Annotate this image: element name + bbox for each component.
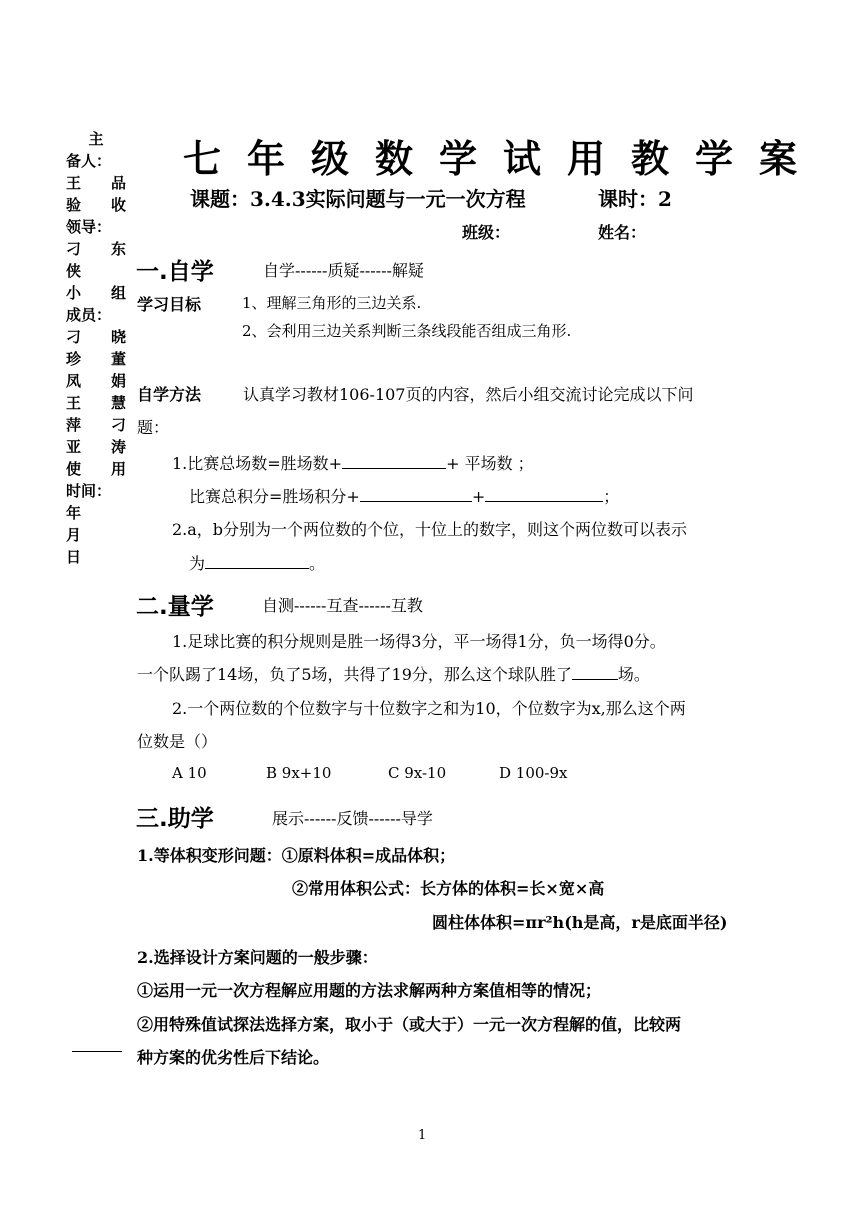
sidebar-char: 晓 bbox=[110, 328, 126, 346]
sidebar-line bbox=[66, 392, 126, 414]
sidebar-char: 月 bbox=[66, 526, 82, 544]
sidebar-divider bbox=[72, 1051, 122, 1052]
section3-subtitle: 展示------反馈------导学 bbox=[272, 809, 433, 828]
question-2-cont bbox=[189, 551, 325, 574]
sidebar-char: 主 bbox=[88, 130, 104, 148]
sidebar-char: 慧 bbox=[110, 394, 126, 412]
s2q1-prefix: 一个队踢了14场，负了5场，共得了19分，那么这个球队胜了 bbox=[137, 665, 572, 684]
name-field-label: 姓名： bbox=[598, 223, 647, 242]
s3-point-1: 1.等体积变形问题：①原料体积=成品体积； bbox=[137, 846, 456, 865]
section1-heading: 一.自学 bbox=[136, 259, 214, 285]
page-title: 七年级数学试用教学案 bbox=[183, 136, 824, 181]
method-text: 认真学习教材106-107页的内容，然后小组交流讨论完成以下问 bbox=[243, 385, 694, 404]
s3-point-5: ①运用一元一次方程解应用题的方法求解两种方案值相等的情况； bbox=[137, 981, 602, 1000]
sidebar-line bbox=[66, 458, 126, 480]
q2-prefix: 为 bbox=[189, 554, 206, 573]
sidebar-char: 小 bbox=[66, 284, 82, 302]
sidebar-line bbox=[66, 480, 126, 502]
sidebar-line bbox=[66, 370, 126, 392]
sidebar-char: 刁 bbox=[110, 416, 126, 434]
sidebar-line bbox=[66, 326, 126, 348]
sidebar-char: 东 bbox=[110, 240, 126, 258]
sidebar-char: 董 bbox=[110, 350, 126, 368]
sidebar-line bbox=[66, 502, 126, 524]
goal-2: 2、会利用三边关系判断三条线段能否组成三角形. bbox=[242, 322, 572, 340]
q2-suffix: 。 bbox=[309, 554, 326, 573]
q1b-plus: + bbox=[471, 487, 486, 506]
section3-heading: 三.助学 bbox=[136, 806, 214, 832]
q1b-blank-1[interactable] bbox=[360, 485, 472, 502]
sidebar-char: 王 bbox=[66, 174, 82, 192]
method-text-cont: 题： bbox=[137, 418, 170, 437]
q1b-prefix: 比赛总积分=胜场积分+ bbox=[189, 487, 360, 506]
sidebar-char: 备人： bbox=[66, 152, 112, 170]
sidebar-char: 王 bbox=[66, 394, 82, 412]
choice-c[interactable]: C 9x-10 bbox=[388, 764, 447, 782]
sidebar-line bbox=[66, 172, 126, 194]
class-field-label: 班级： bbox=[462, 223, 511, 242]
s3-point-6: ②用特殊值试探法选择方案，取小于（或大于）一元一次方程解的值，比较两 bbox=[137, 1015, 682, 1034]
s2-question-2-cont: 位数是（） bbox=[137, 732, 218, 751]
sidebar-char: 时间： bbox=[66, 482, 112, 500]
q1a-suffix: + 平场数 ； bbox=[446, 454, 534, 473]
s2-question-1: 1.足球比赛的积分规则是胜一场得3分，平一场得1分，负一场得0分。 bbox=[172, 632, 666, 651]
sidebar-line bbox=[66, 194, 126, 216]
sidebar-char: 萍 bbox=[66, 416, 82, 434]
sidebar-char: 收 bbox=[110, 196, 126, 214]
sidebar-line bbox=[66, 216, 126, 238]
sidebar-line bbox=[66, 414, 126, 436]
sidebar-char: 亚 bbox=[66, 438, 82, 456]
section1-subtitle: 自学------质疑------解疑 bbox=[263, 261, 424, 280]
sidebar-char: 年 bbox=[66, 504, 82, 522]
sidebar-char: 刁 bbox=[66, 328, 82, 346]
page-number: 1 bbox=[418, 1128, 427, 1143]
section2-subtitle: 自测------互查------互教 bbox=[262, 596, 423, 615]
sidebar-line bbox=[66, 546, 126, 568]
sidebar-char: 品 bbox=[110, 174, 126, 192]
sidebar-line bbox=[66, 238, 126, 260]
section2-heading: 二.量学 bbox=[136, 594, 214, 620]
s3-point-4: 2.选择设计方案问题的一般步骤： bbox=[137, 948, 378, 967]
sidebar-char: 成员： bbox=[66, 306, 112, 324]
q2-blank[interactable] bbox=[205, 552, 309, 569]
sidebar-line bbox=[66, 260, 126, 282]
sidebar-line bbox=[66, 304, 126, 326]
lesson-topic: 课题：3.4.3实际问题与一元一次方程 bbox=[190, 187, 526, 211]
sidebar-char: 刁 bbox=[66, 240, 82, 258]
sidebar-char: 用 bbox=[110, 460, 126, 478]
s2-question-1-cont bbox=[137, 662, 650, 685]
choice-a[interactable]: A 10 bbox=[172, 764, 207, 782]
q1a-blank[interactable] bbox=[342, 452, 446, 469]
goal-1: 1、理解三角形的三边关系. bbox=[242, 294, 422, 312]
sidebar-line bbox=[66, 524, 126, 546]
sidebar-char: 珍 bbox=[66, 350, 82, 368]
question-2: 2.a，b分别为一个两位数的个位，十位上的数字，则这个两位数可以表示 bbox=[172, 520, 688, 539]
sidebar-char: 组 bbox=[110, 284, 126, 302]
q1a-prefix: 1.比赛总场数=胜场数+ bbox=[172, 454, 343, 473]
question-1a bbox=[172, 451, 534, 474]
sidebar-char: 使 bbox=[66, 460, 82, 478]
choice-d[interactable]: D 100-9x bbox=[499, 764, 568, 782]
sidebar-char: 领导： bbox=[66, 218, 112, 236]
s3-point-7: 种方案的优劣性后下结论。 bbox=[137, 1048, 330, 1067]
sidebar-line bbox=[66, 150, 126, 172]
goals-label: 学习目标 bbox=[137, 295, 202, 314]
s2-question-2: 2.一个两位数的个位数字与十位数字之和为10，个位数字为x,那么这个两 bbox=[172, 699, 686, 718]
sidebar-char: 验 bbox=[66, 196, 82, 214]
choice-b[interactable]: B 9x+10 bbox=[266, 764, 332, 782]
sidebar-line bbox=[66, 436, 126, 458]
sidebar-line bbox=[66, 348, 126, 370]
q1b-suffix: ； bbox=[603, 487, 620, 506]
s3-point-2: ②常用体积公式：长方体的体积=长×宽×高 bbox=[292, 879, 605, 898]
lesson-period: 课时：2 bbox=[598, 187, 672, 211]
sidebar-char: 凤 bbox=[66, 372, 82, 390]
sidebar-char: 涛 bbox=[110, 438, 126, 456]
sidebar-line bbox=[66, 128, 126, 150]
q1b-blank-2[interactable] bbox=[485, 485, 603, 502]
s2q1-suffix: 场。 bbox=[617, 665, 650, 684]
sidebar-char: 日 bbox=[66, 548, 82, 566]
s3-point-3: 圆柱体体积=πr²h(h是高，r是底面半径) bbox=[432, 913, 728, 932]
s2q1-blank[interactable] bbox=[572, 663, 618, 680]
sidebar-char: 娟 bbox=[110, 372, 126, 390]
sidebar-line bbox=[66, 282, 126, 304]
question-1b bbox=[189, 484, 619, 507]
method-label: 自学方法 bbox=[137, 385, 202, 404]
sidebar-char: 侠 bbox=[66, 262, 82, 280]
